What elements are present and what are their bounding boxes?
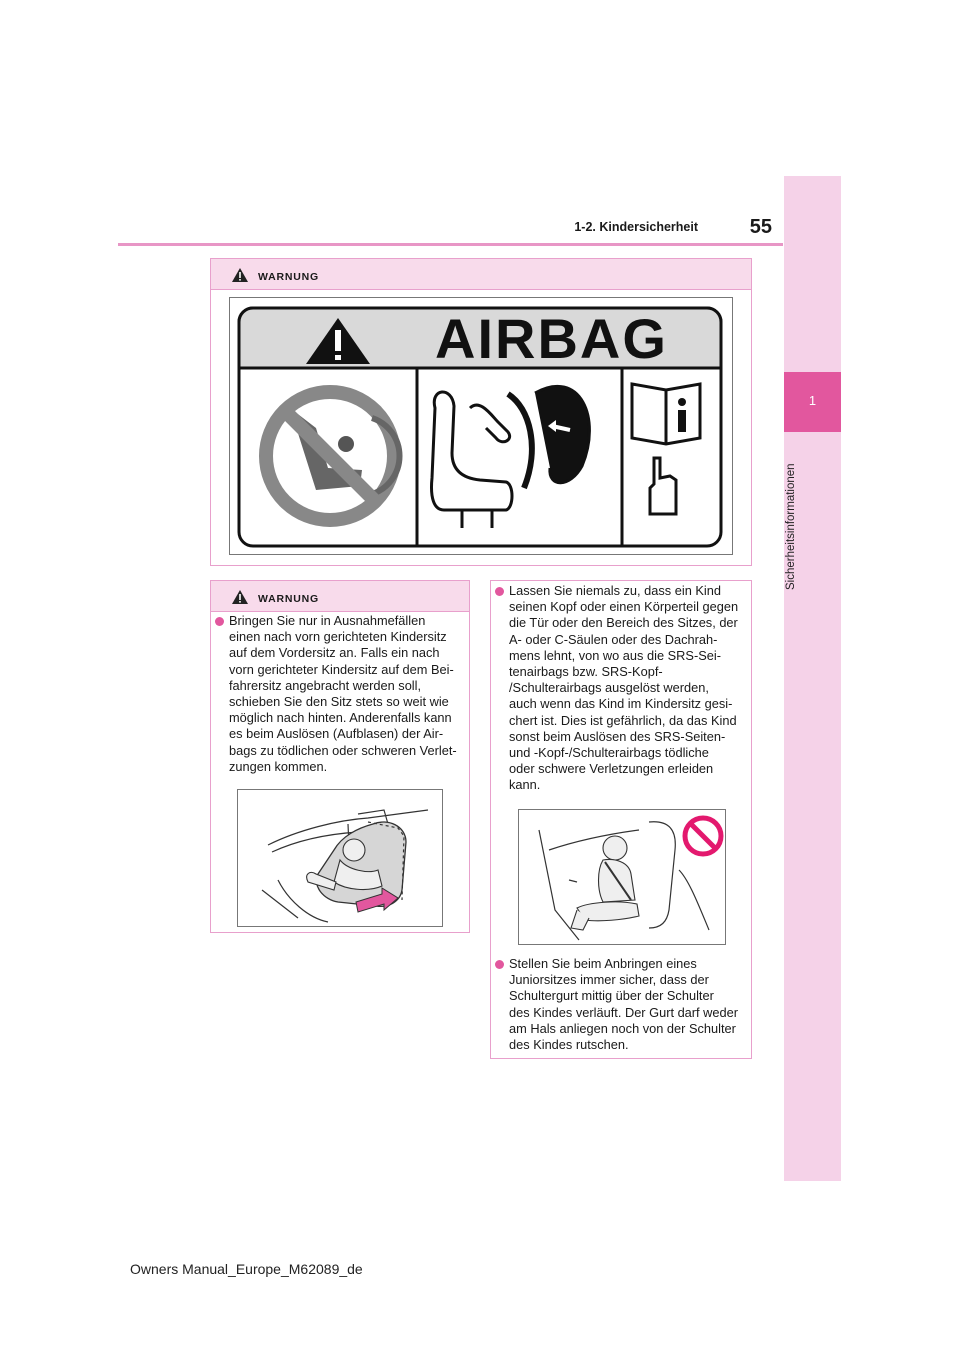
footer-document-id: Owners Manual_Europe_M62089_de xyxy=(130,1261,363,1277)
text-line: schieben Sie den Sitz stets so weit wie xyxy=(229,694,449,710)
text-line: mens lehnt, von wo aus die SRS-Sei- xyxy=(509,647,721,663)
text-line: des Kindes verläuft. Der Gurt darf weder xyxy=(509,1004,739,1020)
text-line: /Schulterairbags ausgelöst werden, xyxy=(509,680,709,696)
text-line: die Tür oder den Bereich des Sitzes, der xyxy=(509,615,738,631)
text-line: kann. xyxy=(509,777,541,793)
warning-title: WARNUNG xyxy=(258,593,320,605)
warning-paragraph-head-contact xyxy=(509,583,749,794)
text-line: und -Kopf-/Schulterairbags tödliche xyxy=(509,745,709,761)
airbag-label-image xyxy=(229,297,733,555)
prohibition-sign-icon xyxy=(266,392,400,520)
text-line: A- oder C-Säulen oder des Dachrah- xyxy=(509,631,718,647)
text-line: auch wenn das Kind im Kindersitz gesi- xyxy=(509,696,733,712)
warning-box-airbag xyxy=(210,258,752,566)
page-number: 55 xyxy=(749,216,772,238)
warning-box-continued xyxy=(490,580,752,1059)
warning-box-forward-seat xyxy=(210,580,470,933)
text-line: bags zu tödlichen oder schweren Verlet- xyxy=(229,742,457,758)
warning-paragraph xyxy=(229,613,465,775)
child-seat-drawing xyxy=(238,790,442,926)
child-seat-illustration xyxy=(237,789,443,927)
warning-header xyxy=(211,259,751,290)
section-title: 1-2. Kindersicherheit xyxy=(574,220,698,234)
warning-triangle-icon xyxy=(231,589,249,605)
chapter-number: 1 xyxy=(808,393,817,408)
warning-paragraph-shoulder-belt xyxy=(509,956,749,1053)
text-line: vorn gerichteter Kindersitz auf dem Bei- xyxy=(229,661,454,677)
text-line: Stellen Sie beim Anbringen eines xyxy=(509,956,697,971)
chapter-sidebar xyxy=(784,176,841,1181)
text-line: zungen kommen. xyxy=(229,758,328,774)
junior-seat-illustration xyxy=(518,809,726,945)
prohibition-red-icon xyxy=(685,818,721,854)
header-rule xyxy=(118,243,783,246)
chapter-title xyxy=(785,450,801,590)
text-line: Bringen Sie nur in Ausnahmefällen xyxy=(229,613,426,628)
text-line: möglich nach hinten. Anderenfalls kann xyxy=(229,710,452,726)
warning-triangle-icon xyxy=(231,267,249,283)
warning-header xyxy=(211,581,469,612)
airbag-label-graphic xyxy=(230,298,732,554)
chapter-title-text: Sicherheitsinformationen xyxy=(785,463,797,590)
warning-title: WARNUNG xyxy=(258,271,320,283)
text-line: chert ist. Dies ist gefährlich, da das Kind xyxy=(509,712,737,728)
junior-seat-drawing xyxy=(519,810,725,944)
airbag-label-text: AIRBAG xyxy=(435,307,668,370)
text-line: seinen Kopf oder einen Körperteil gegen xyxy=(509,599,739,615)
text-line: einen nach vorn gerichteten Kindersitz xyxy=(229,629,447,645)
text-line: es beim Auslösen (Aufblasen) der Air- xyxy=(229,726,444,742)
text-line: Lassen Sie niemals zu, dass ein Kind xyxy=(509,583,721,598)
text-line: auf dem Vordersitz an. Falls ein nach xyxy=(229,645,440,661)
bullet-point xyxy=(495,587,504,596)
text-line: tenairbags bzw. SRS-Kopf- xyxy=(509,664,663,680)
text-line: am Hals anliegen noch von der Schulter xyxy=(509,1020,736,1036)
text-line: oder schwere Verletzungen erleiden xyxy=(509,761,714,777)
text-line: sonst beim Auslösen des SRS-Seiten- xyxy=(509,728,726,744)
text-line: Schultergurt mittig über der Schulter xyxy=(509,988,714,1004)
bullet-point xyxy=(495,960,504,969)
text-line: fahrersitz angebracht werden soll, xyxy=(229,677,422,693)
bullet-point xyxy=(215,617,224,626)
text-line: des Kindes rutschen. xyxy=(509,1037,629,1053)
text-line: Juniorsitzes immer sicher, dass der xyxy=(509,972,709,988)
